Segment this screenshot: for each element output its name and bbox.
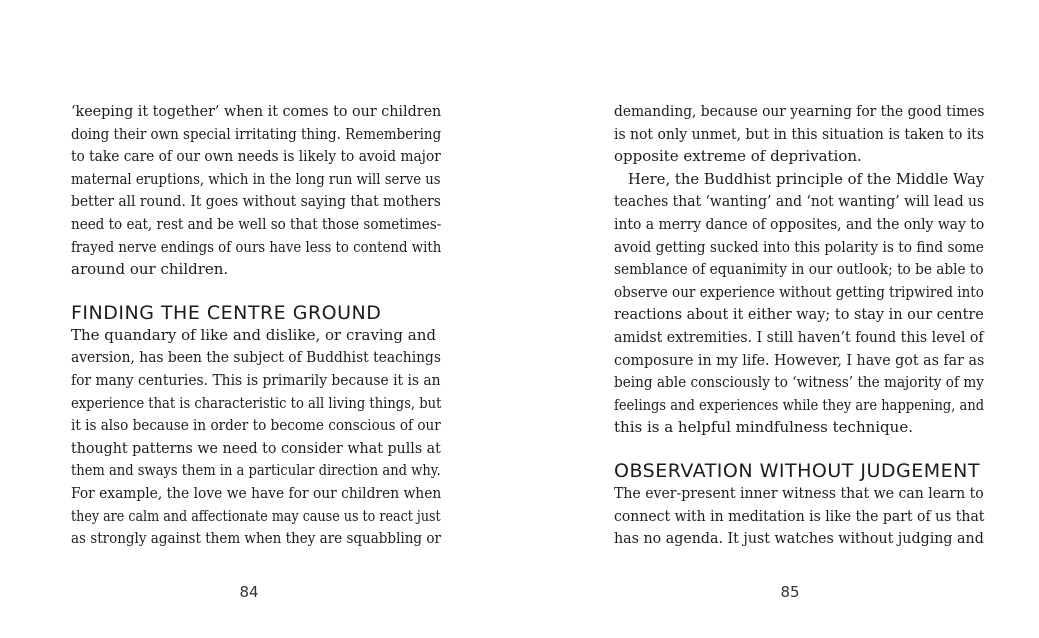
page-number-left: 84 bbox=[239, 583, 259, 601]
body-line: For example, the love we have for our children when bbox=[71, 483, 442, 502]
body-line: maternal eruptions, which in the long run will serve us bbox=[71, 169, 441, 188]
body-line: need to eat, rest and be well so that those sometimes- bbox=[71, 214, 442, 233]
body-line: they are calm and affectionate may cause us to react just bbox=[71, 506, 441, 525]
body-line: reactions about it either way; to stay in our centre bbox=[614, 305, 984, 324]
body-line: into a merry dance of opposites, and the only way to bbox=[614, 214, 985, 233]
section-heading-finding-centre-ground: FINDING THE CENTRE GROUND bbox=[71, 301, 382, 324]
body-line: this is a helpful mindfulness technique. bbox=[614, 418, 913, 437]
body-line: observe our experience without getting tripwired into bbox=[614, 282, 984, 301]
body-line-paragraph-start: Here, the Buddhist principle of the Middle Way bbox=[627, 169, 985, 188]
body-line: amidst extremities. I still haven’t found this level of bbox=[614, 327, 984, 346]
body-line: feelings and experiences while they are happening, and bbox=[614, 395, 985, 414]
left-text-column bbox=[71, 100, 441, 550]
body-line: demanding, because our yearning for the good times bbox=[614, 102, 985, 120]
body-line: composure in my life. However, I have got as far as bbox=[614, 350, 985, 369]
body-line: better all round. It goes without saying that mothers bbox=[71, 192, 441, 211]
left-page bbox=[0, 0, 519, 638]
body-line: around our children. bbox=[71, 260, 229, 279]
body-line: being able consciously to ‘witness’ the majority of my bbox=[614, 373, 984, 392]
body-line: avoid getting sucked into this polarity is to find some bbox=[614, 237, 984, 256]
body-line: thought patterns we need to consider what pulls at bbox=[71, 438, 441, 457]
body-line: ‘keeping it together’ when it comes to our children bbox=[71, 102, 442, 120]
body-line: connect with in meditation is like the part of us that bbox=[614, 506, 985, 525]
section-heading-observation-without-judgement: OBSERVATION WITHOUT JUDGEMENT bbox=[614, 459, 980, 482]
page-number-right: 85 bbox=[780, 583, 800, 601]
body-line: has no agenda. It just watches without judging and bbox=[614, 529, 984, 548]
body-line: for many centuries. This is primarily because it is an bbox=[71, 370, 441, 389]
body-line: opposite extreme of deprivation. bbox=[614, 147, 862, 166]
body-line: experience that is characteristic to all living things, but bbox=[71, 393, 442, 412]
body-line: aversion, has been the subject of Buddhist teachings bbox=[71, 348, 441, 367]
body-line: The quandary of like and dislike, or craving and bbox=[71, 325, 436, 344]
body-line: doing their own special irritating thing. Remembering bbox=[71, 124, 442, 143]
body-line: is not only unmet, but in this situation is taken to its bbox=[614, 124, 985, 143]
body-line: frayed nerve endings of ours have less to contend with bbox=[71, 237, 442, 256]
body-line: semblance of equanimity in our outlook; to be able to bbox=[614, 260, 984, 279]
body-line: them and sways them in a particular direction and why. bbox=[71, 461, 441, 480]
body-line: teaches that ‘wanting’ and ‘not wanting’ will lead us bbox=[614, 192, 985, 211]
right-page bbox=[520, 0, 1039, 638]
body-line: as strongly against them when they are squabbling or bbox=[71, 529, 441, 548]
right-text-column bbox=[614, 100, 984, 550]
body-line: to take care of our own needs is likely to avoid major bbox=[71, 147, 441, 166]
body-line: The ever-present inner witness that we can learn to bbox=[614, 483, 984, 502]
body-line: it is also because in order to become conscious of our bbox=[71, 416, 441, 435]
